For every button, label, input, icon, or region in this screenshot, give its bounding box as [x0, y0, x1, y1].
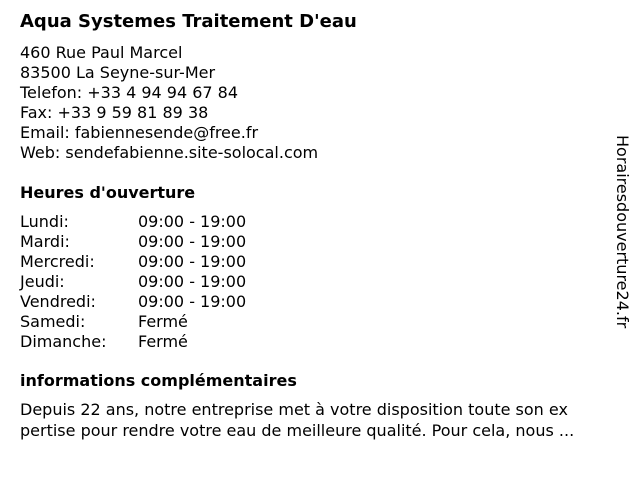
- day-label: Lundi:: [20, 212, 69, 231]
- hours-row-monday: [20, 212, 610, 232]
- day-label: Dimanche:: [20, 332, 107, 351]
- phone-number: Telefon: +33 4 94 94 67 84: [20, 83, 239, 102]
- info-heading: informations complémentaires: [20, 371, 297, 390]
- day-hours: 09:00 - 19:00: [138, 212, 247, 231]
- business-name: Aqua Systemes Traitement D'eau: [20, 11, 357, 32]
- business-card: [20, 10, 610, 441]
- day-hours: 09:00 - 19:00: [138, 272, 247, 291]
- day-label: Vendredi:: [20, 292, 96, 311]
- hours-row-saturday: [20, 312, 610, 332]
- description-line: pertise pour rendre votre eau de meilleure qualité. Pour cela, nous ...: [20, 421, 575, 440]
- email-address: Email: fabiennesende@free.fr: [20, 123, 259, 142]
- city-address: 83500 La Seyne-sur-Mer: [20, 63, 216, 82]
- day-hours: 09:00 - 19:00: [138, 252, 247, 271]
- street-address: 460 Rue Paul Marcel: [20, 43, 183, 62]
- hours-row-friday: [20, 292, 610, 312]
- day-label: Mercredi:: [20, 252, 95, 271]
- contact-block: [20, 43, 610, 163]
- day-hours: Fermé: [138, 332, 188, 351]
- day-hours: 09:00 - 19:00: [138, 232, 247, 251]
- day-hours: Fermé: [138, 312, 188, 331]
- info-description: [20, 399, 610, 441]
- description-line: Depuis 22 ans, notre entreprise met à votre disposition toute son ex: [20, 400, 568, 419]
- hours-row-wednesday: [20, 252, 610, 272]
- day-label: Samedi:: [20, 312, 86, 331]
- hours-row-tuesday: [20, 232, 610, 252]
- hours-heading: Heures d'ouverture: [20, 183, 196, 202]
- hours-table: [20, 212, 610, 352]
- website: Web: sendefabienne.site-solocal.com: [20, 143, 319, 162]
- site-watermark: Horairesdouverture24.fr: [613, 135, 632, 329]
- hours-row-thursday: [20, 272, 610, 292]
- day-label: Jeudi:: [20, 272, 65, 291]
- day-hours: 09:00 - 19:00: [138, 292, 247, 311]
- day-label: Mardi:: [20, 232, 70, 251]
- fax-number: Fax: +33 9 59 81 89 38: [20, 103, 209, 122]
- hours-row-sunday: [20, 332, 610, 352]
